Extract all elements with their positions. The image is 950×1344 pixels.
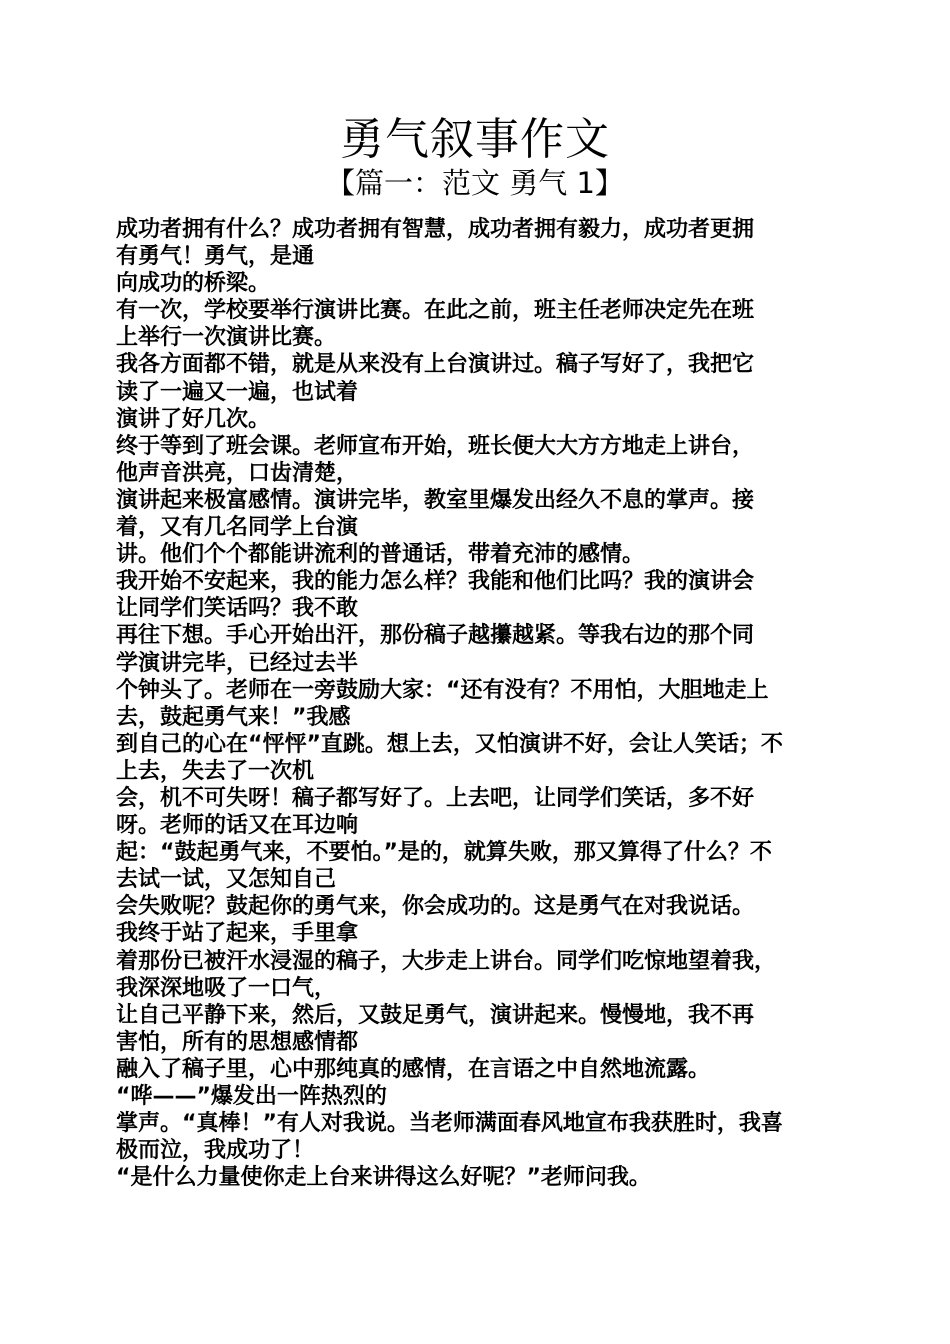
body-text-line: 起：“鼓起勇气来，不要怕。”是的，就算失败，那又算得了什么？不	[116, 840, 772, 866]
body-text-line: 讲。他们个个都能讲流利的普通话，带着充沛的感情。	[116, 542, 645, 568]
body-text-line: 去试一试，又怎知自己	[116, 867, 337, 893]
body-text-line: 个钟头了。老师在一旁鼓励大家：“还有没有？不用怕，大胆地走上	[116, 677, 769, 703]
body-text-line: 着，又有几名同学上台演	[116, 515, 359, 541]
body-text-line: 学演讲完毕，已经过去半	[116, 650, 359, 676]
body-text-line: 到自己的心在“怦怦”直跳。想上去，又怕演讲不好，会让人笑话；不	[116, 731, 783, 757]
body-text-line: 演讲起来极富感情。演讲完毕，教室里爆发出经久不息的掌声。接	[116, 487, 755, 513]
body-text-line: 极而泣，我成功了！	[116, 1138, 315, 1164]
body-text-line: 让同学们笑话吗？我不敢	[116, 596, 359, 622]
body-text-line: 上举行一次演讲比赛。	[116, 325, 337, 351]
body-text-line: 成功者拥有什么？成功者拥有智慧，成功者拥有毅力，成功者更拥	[116, 217, 755, 242]
body-text-line: 会失败呢？鼓起你的勇气来，你会成功的。这是勇气在对我说话。	[116, 894, 755, 920]
body-text-line: 我深深地吸了一口气，	[116, 975, 337, 1001]
body-text-line: 掌声。“真棒！”有人对我说。当老师满面春风地宣布我获胜时，我喜	[116, 1111, 783, 1137]
body-text-line: 我各方面都不错，就是从来没有上台演讲过。稿子写好了，我把它	[116, 352, 755, 378]
document-subtitle: 【篇一：范文 勇气 1】	[326, 166, 624, 200]
body-text-line: 融入了稿子里，心中那纯真的感情，在言语之中自然地流露。	[116, 1056, 711, 1082]
body-text-line: 害怕，所有的思想感情都	[116, 1029, 359, 1055]
body-text-line: 向成功的桥梁。	[116, 271, 271, 297]
body-text-line: 让自己平静下来，然后，又鼓足勇气，演讲起来。慢慢地，我不再	[116, 1002, 755, 1028]
document-body	[116, 216, 836, 1191]
body-text-line: 我终于站了起来，手里拿	[116, 921, 359, 947]
body-text-line: “是什么力量使你走上台来讲得这么好呢？”老师问我。	[116, 1165, 651, 1191]
body-text-line: 会，机不可失呀！稿子都写好了。上去吧，让同学们笑话，多不好	[116, 785, 755, 811]
body-text-line: 终于等到了班会课。老师宣布开始，班长便大大方方地走上讲台，	[116, 433, 755, 459]
document-title: 勇气叙事作文	[340, 114, 610, 165]
body-text-line: 有一次，学校要举行演讲比赛。在此之前，班主任老师决定先在班	[116, 298, 755, 324]
body-text-line: 呀。老师的话又在耳边响	[116, 813, 359, 839]
body-text-line: “哗——”爆发出一阵热烈的	[116, 1084, 387, 1109]
body-text-line: 读了一遍又一遍，也试着	[116, 379, 359, 405]
body-text-line: 有勇气！勇气，是通	[116, 244, 315, 270]
body-text-line: 再往下想。手心开始出汗，那份稿子越攥越紧。等我右边的那个同	[116, 623, 755, 649]
body-text-line: 他声音洪亮，口齿清楚，	[116, 460, 359, 486]
body-text-line: 我开始不安起来，我的能力怎么样？我能和他们比吗？我的演讲会	[116, 569, 755, 595]
body-text-line: 去，鼓起勇气来！”我感	[116, 704, 351, 730]
body-text-line: 着那份已被汗水浸湿的稿子，大步走上讲台。同学们吃惊地望着我，	[116, 948, 777, 974]
body-text-line: 上去，失去了一次机	[116, 758, 315, 784]
body-text-line: 演讲了好几次。	[116, 406, 271, 432]
